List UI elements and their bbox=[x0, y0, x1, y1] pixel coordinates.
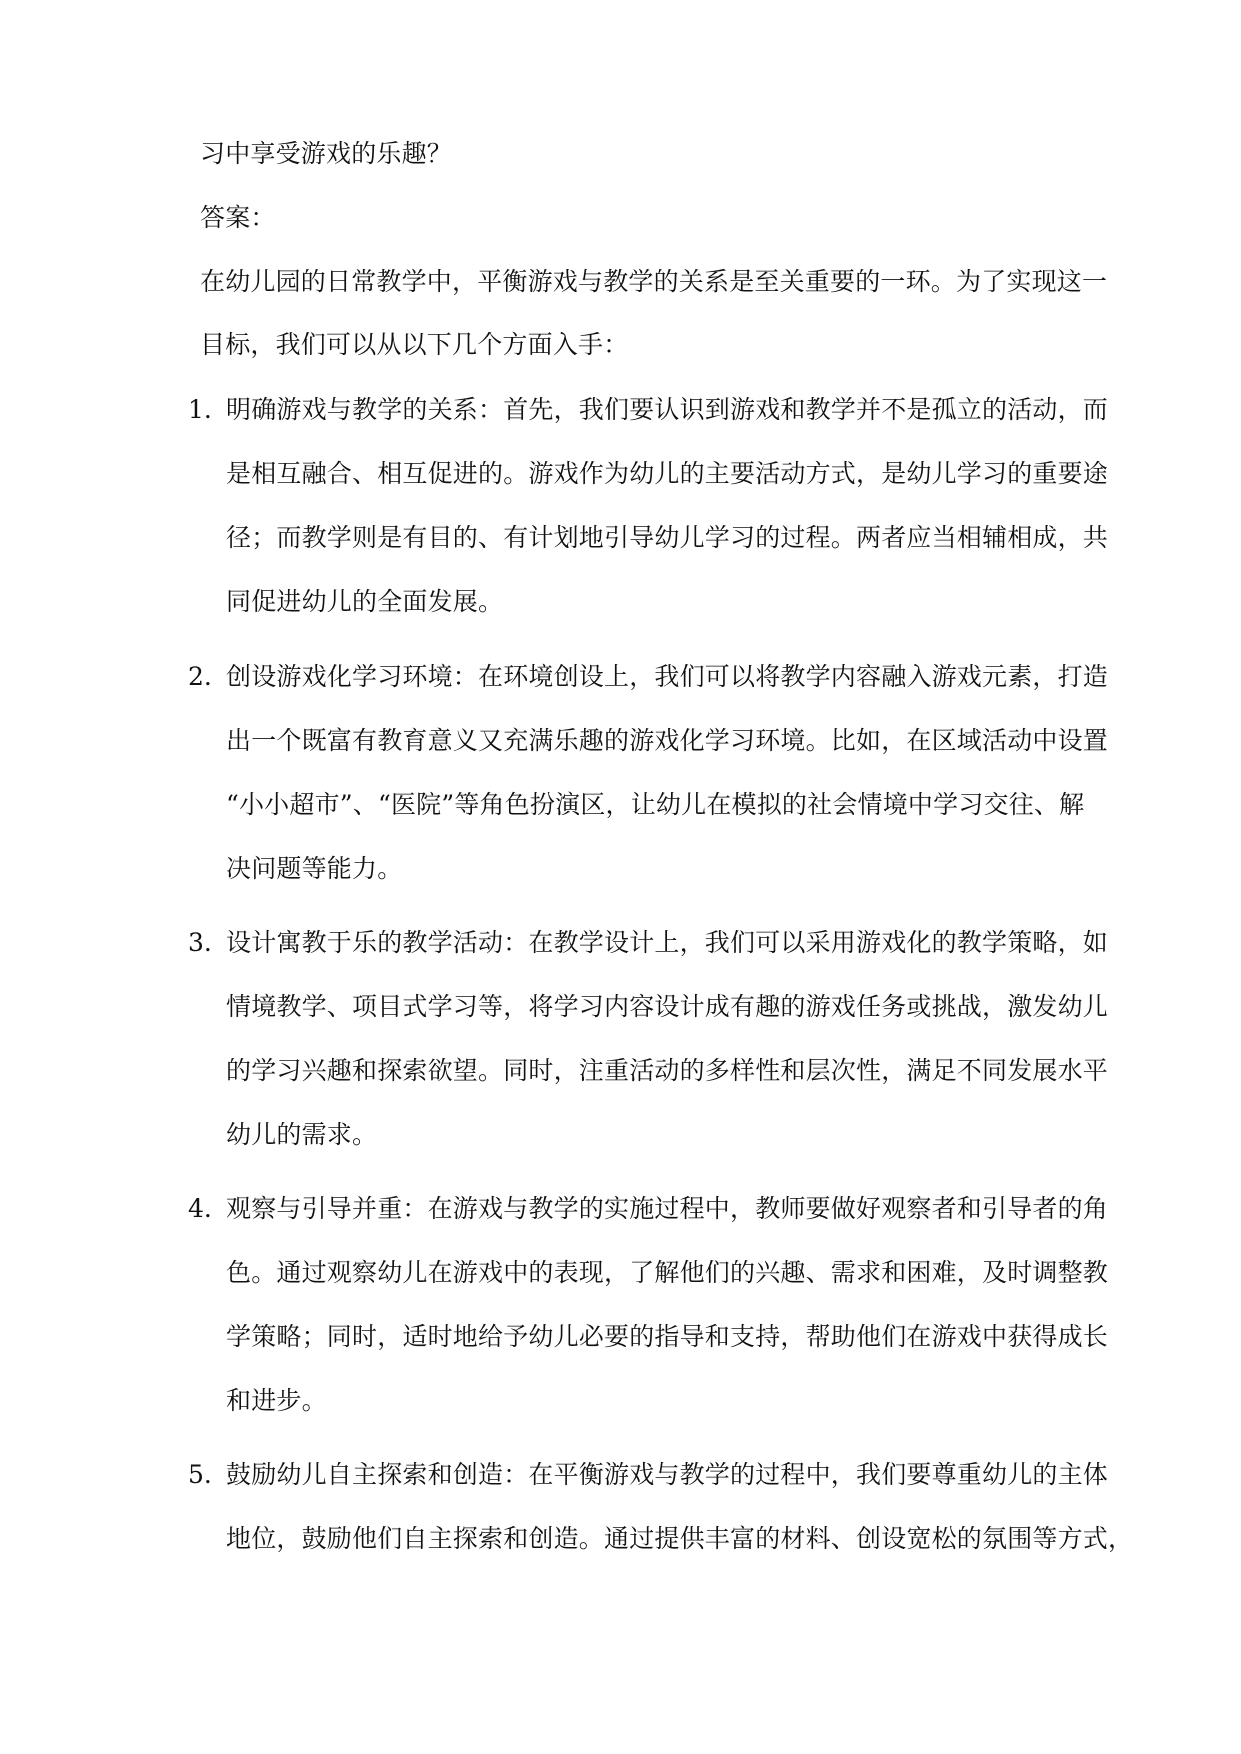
item-2-line-3: “小小超市”、“医院”等角色扮演区，让幼儿在模拟的社会情境中学习交往、解 bbox=[226, 790, 1085, 819]
item-2-line-2: 出一个既富有教育意义又充满乐趣的游戏化学习环境。比如，在区域活动中设置 bbox=[226, 726, 1109, 755]
item-4-line-3: 学策略；同时，适时地给予幼儿必要的指导和支持，帮助他们在游戏中获得成长 bbox=[226, 1322, 1109, 1351]
intro-line-2: 目标，我们可以从以下几个方面入手： bbox=[200, 330, 629, 359]
item-1-line-4: 同促进幼儿的全面发展。 bbox=[226, 587, 504, 616]
item-4-line-4: 和进步。 bbox=[226, 1386, 327, 1415]
item-4-number: 4. bbox=[188, 1194, 212, 1223]
item-5-number: 5. bbox=[188, 1460, 212, 1489]
item-3-line-4: 幼儿的需求。 bbox=[226, 1120, 378, 1149]
question-continuation: 习中享受游戏的乐趣？ bbox=[200, 139, 453, 168]
item-3-line-3: 的学习兴趣和探索欲望。同时，注重活动的多样性和层次性，满足不同发展水平 bbox=[226, 1056, 1109, 1085]
answer-label: 答案： bbox=[200, 203, 276, 232]
item-5-line-2: 地位，鼓励他们自主探索和创造。通过提供丰富的材料、创设宽松的氛围等方式， bbox=[226, 1524, 1134, 1553]
item-2-line-4: 决问题等能力。 bbox=[226, 854, 403, 883]
item-5-line-1: 鼓励幼儿自主探索和创造：在平衡游戏与教学的过程中，我们要尊重幼儿的主体 bbox=[226, 1460, 1109, 1489]
item-1-line-1: 明确游戏与教学的关系：首先，我们要认识到游戏和教学并不是孤立的活动，而 bbox=[226, 395, 1109, 424]
item-4-line-2: 色。通过观察幼儿在游戏中的表现，了解他们的兴趣、需求和困难，及时调整教 bbox=[226, 1258, 1109, 1287]
item-1-number: 1. bbox=[188, 395, 212, 424]
item-4-line-1: 观察与引导并重：在游戏与教学的实施过程中，教师要做好观察者和引导者的角 bbox=[226, 1194, 1109, 1223]
item-2-line-1: 创设游戏化学习环境：在环境创设上，我们可以将教学内容融入游戏元素，打造 bbox=[226, 662, 1109, 691]
item-1-line-2: 是相互融合、相互促进的。游戏作为幼儿的主要活动方式，是幼儿学习的重要途 bbox=[226, 459, 1109, 488]
item-2-number: 2. bbox=[188, 662, 212, 691]
item-1-line-3: 径；而教学则是有目的、有计划地引导幼儿学习的过程。两者应当相辅相成，共 bbox=[226, 523, 1109, 552]
item-3-line-2: 情境教学、项目式学习等，将学习内容设计成有趣的游戏任务或挑战，激发幼儿 bbox=[226, 992, 1109, 1021]
intro-line-1: 在幼儿园的日常教学中，平衡游戏与教学的关系是至关重要的一环。为了实现这一 bbox=[200, 267, 1108, 296]
item-3-line-1: 设计寓教于乐的教学活动：在教学设计上，我们可以采用游戏化的教学策略，如 bbox=[226, 928, 1109, 957]
item-3-number: 3. bbox=[188, 928, 212, 957]
